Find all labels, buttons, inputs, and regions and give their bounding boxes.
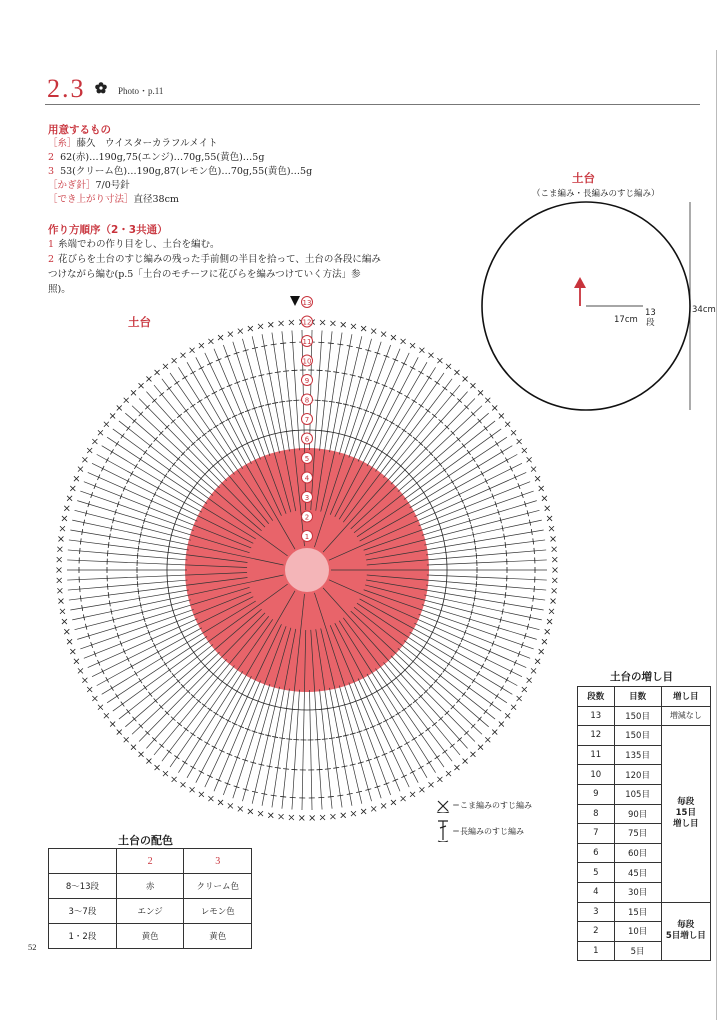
- table-row: 1 5目: [578, 941, 711, 961]
- round-number: 8: [304, 396, 310, 405]
- table-row: 10 120目: [578, 765, 711, 785]
- step-item: 1 糸端でわの作り目をし、土台を編む。: [48, 239, 220, 250]
- header-rule: [45, 104, 700, 105]
- table-row: 2 3: [49, 849, 252, 874]
- page-number: 52: [28, 942, 37, 952]
- legend-sc: ＝こま編みのすじ編み: [452, 801, 532, 810]
- diameter-label: 34cm: [692, 305, 716, 315]
- page-edge-rule: [716, 50, 717, 1020]
- table-row: 6 60目: [578, 843, 711, 863]
- table-row: 11 135目: [578, 745, 711, 765]
- direction-arrow-head-icon: [574, 277, 586, 288]
- schematic-title: 土台: [572, 171, 595, 185]
- step-item: 2 花びらを土台のすじ編みの残った手前側の半目を拾って、土台の各段に編みつけながら編む(p.5「土台のモチーフに花びらを編みつけていく方法」参照)。: [48, 254, 381, 295]
- round-number: 6: [304, 435, 310, 444]
- sc-symbol-icon: [436, 799, 452, 813]
- stitch-tick: [446, 555, 447, 561]
- table-row: 7 75目: [578, 824, 711, 844]
- increase-table: [577, 686, 711, 961]
- schematic-diagram: [470, 200, 710, 420]
- stitch-tick: [107, 584, 108, 590]
- round-number: 11: [302, 337, 312, 346]
- stitch-tick: [506, 550, 507, 556]
- stitch-tick: [506, 584, 507, 590]
- table-row: 9 105目: [578, 784, 711, 804]
- round-number: 3: [304, 493, 310, 502]
- stitch-tick: [80, 548, 81, 554]
- round-number: 1: [304, 532, 310, 541]
- radius-label: 17cm: [614, 315, 638, 325]
- stitch-tick: [137, 581, 138, 587]
- schematic-subtitle: （こま編み・長編みのすじ編み）: [532, 189, 660, 199]
- stitch-tick: [107, 550, 108, 556]
- legend-dc: ＝長編みのすじ編み: [452, 827, 524, 836]
- materials-line: ［かぎ針］7/0号針: [48, 180, 130, 191]
- rows-label: 13 段: [645, 308, 656, 328]
- table-row: 8〜13段 赤 クリーム色: [49, 874, 252, 899]
- stitch-tick: [476, 581, 477, 587]
- stitch-tick: [137, 553, 138, 559]
- flower-icon: [95, 82, 107, 94]
- stitch-tick: [534, 548, 535, 554]
- materials-line: 2 62(赤)…190g,75(エンジ)…70g,55(黄色)…5g: [48, 152, 265, 163]
- steps-list: [48, 237, 383, 297]
- materials-line: ［糸］藤久 ウイスターカラフルメイト: [48, 138, 218, 149]
- table-row: 1・2段 黄色 黄色: [49, 924, 252, 949]
- materials-line: 3 53(クリーム色)…190g,87(レモン色)…70g,55(黄色)…5g: [48, 166, 313, 177]
- stitch-tick: [167, 579, 168, 585]
- chart-label: 土台: [128, 315, 151, 329]
- round-number: 4: [304, 474, 310, 483]
- materials-heading: 用意するもの: [48, 124, 111, 136]
- table-row: 8 90目: [578, 804, 711, 824]
- stitch-tick: [446, 579, 447, 585]
- table-row: 13 150目 増減なし: [578, 706, 711, 726]
- round-number: 7: [304, 415, 310, 424]
- color-table: [48, 848, 252, 949]
- stitch-tick: [534, 586, 535, 592]
- steps-heading: 作り方順序（2・3共通）: [48, 224, 168, 236]
- table-row: 段数 目数 増し目: [578, 687, 711, 707]
- stitch-tick: [476, 553, 477, 559]
- stitch-tick: [167, 555, 168, 561]
- table-row: 3〜7段 エンジ レモン色: [49, 899, 252, 924]
- table-row: 3 15目 毎段 5目増し目: [578, 902, 711, 922]
- table-row: 12 150目 毎段 15目 増し目: [578, 726, 711, 746]
- table-row: 5 45目: [578, 863, 711, 883]
- round-number: 12: [302, 318, 312, 327]
- round-number: 10: [302, 357, 312, 366]
- round-number: 9: [304, 376, 310, 385]
- materials-list: [48, 137, 312, 207]
- table-row: 2 10目: [578, 922, 711, 942]
- dc-symbol-icon: [436, 818, 450, 842]
- photo-reference: Photo・p.11: [118, 86, 164, 96]
- stitch-tick: [80, 586, 81, 592]
- start-marker-icon: [290, 296, 300, 306]
- materials-line: ［でき上がり寸法］直径38cm: [48, 194, 179, 205]
- round-number: 13: [302, 298, 312, 307]
- pattern-number: 2.3: [47, 74, 86, 103]
- color-table-title: 土台の配色: [118, 834, 173, 847]
- round-number: 2: [304, 513, 310, 522]
- increase-table-title: 土台の増し目: [610, 671, 673, 683]
- round-number: 5: [304, 454, 310, 463]
- table-row: 4 30目: [578, 882, 711, 902]
- chart-center-area: [285, 548, 329, 592]
